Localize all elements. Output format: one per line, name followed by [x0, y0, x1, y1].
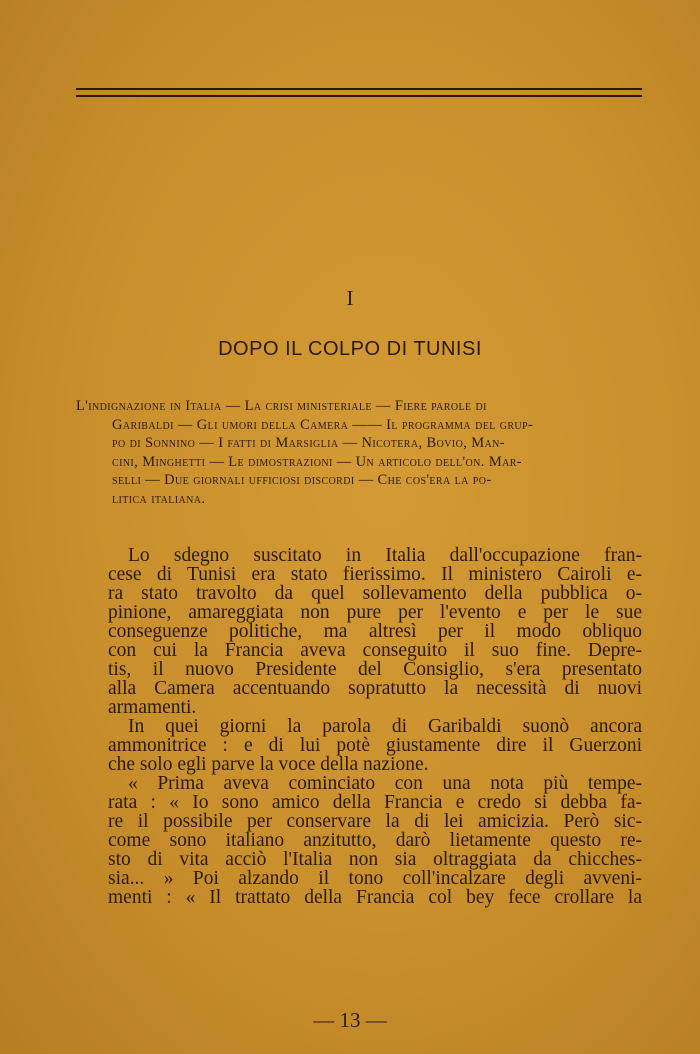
body-line: che solo egli parve la voce della nazione.	[108, 754, 429, 775]
body-line: con cui la Francia aveva conseguito il suo fine. Depre-	[108, 640, 642, 661]
chapter-number: I	[346, 286, 354, 310]
body-line: ammonitrice : e di lui potè giustamente dire il Guerzoni	[108, 735, 642, 756]
body-line: cese di Tunisi era stato fierissimo. Il ministero Cairoli e-	[108, 564, 642, 585]
body-line: armamenti.	[108, 697, 197, 718]
summary-line: litica italiana.	[112, 490, 206, 507]
body-line: menti : « Il trattato della Francia col bey fece crollare la	[108, 887, 642, 908]
body-line: In quei giorni la parola di Garibaldi suonò ancora	[128, 716, 642, 737]
body-line: tis, il nuovo Presidente del Consiglio, s'era presentato	[108, 659, 642, 680]
summary-line: selli — Due giornali ufficiosi discordi — Che cos'era la po-	[112, 472, 492, 489]
body-line: Lo sdegno suscitato in Italia dall'occupazione fran-	[128, 545, 642, 566]
chapter-summary	[76, 397, 642, 509]
body-line: sia... » Poi alzando il tono coll'incalzare degli avveni-	[108, 868, 642, 889]
body-line: re il possibile per conservare la di lei amicizia. Però sic-	[108, 811, 642, 832]
body-line: sto di vita acciò l'Italia non sia oltraggiata da chicches-	[108, 849, 642, 870]
summary-line: Garibaldi — Gli umori della Camera —— Il programma del grup-	[112, 416, 534, 433]
page-number: — 13 —	[313, 1008, 387, 1032]
top-double-rule	[76, 88, 642, 97]
body-line: conseguenze politiche, ma altresì per il modo obliquo	[108, 621, 642, 642]
body-line: « Prima aveva cominciato con una nota più tempe-	[128, 773, 642, 794]
summary-line: L'indignazione in Italia — La crisi ministeriale — Fiere parole di	[76, 398, 487, 414]
body-line: alla Camera accentuando sopratutto la necessità di nuovi	[108, 678, 642, 699]
summary-line: cini, Minghetti — Le dimostrazioni — Un articolo dell'on. Mar-	[112, 453, 523, 470]
body-line: rata : « Io sono amico della Francia e credo si debba fa-	[108, 792, 642, 813]
chapter-title: DOPO IL COLPO DI TUNISI	[218, 338, 482, 360]
body-line: come sono italiano anzitutto, darò lietamente questo re-	[108, 830, 642, 851]
body-line: ra stato travolto da quel sollevamento della pubblica o-	[108, 583, 642, 604]
body-text	[108, 546, 642, 907]
body-line: pinione, amareggiata non pure per l'evento e per le sue	[108, 602, 642, 623]
summary-line: po di Sonnino — I fatti di Marsiglia — Nicotera, Bovio, Man-	[112, 435, 506, 452]
